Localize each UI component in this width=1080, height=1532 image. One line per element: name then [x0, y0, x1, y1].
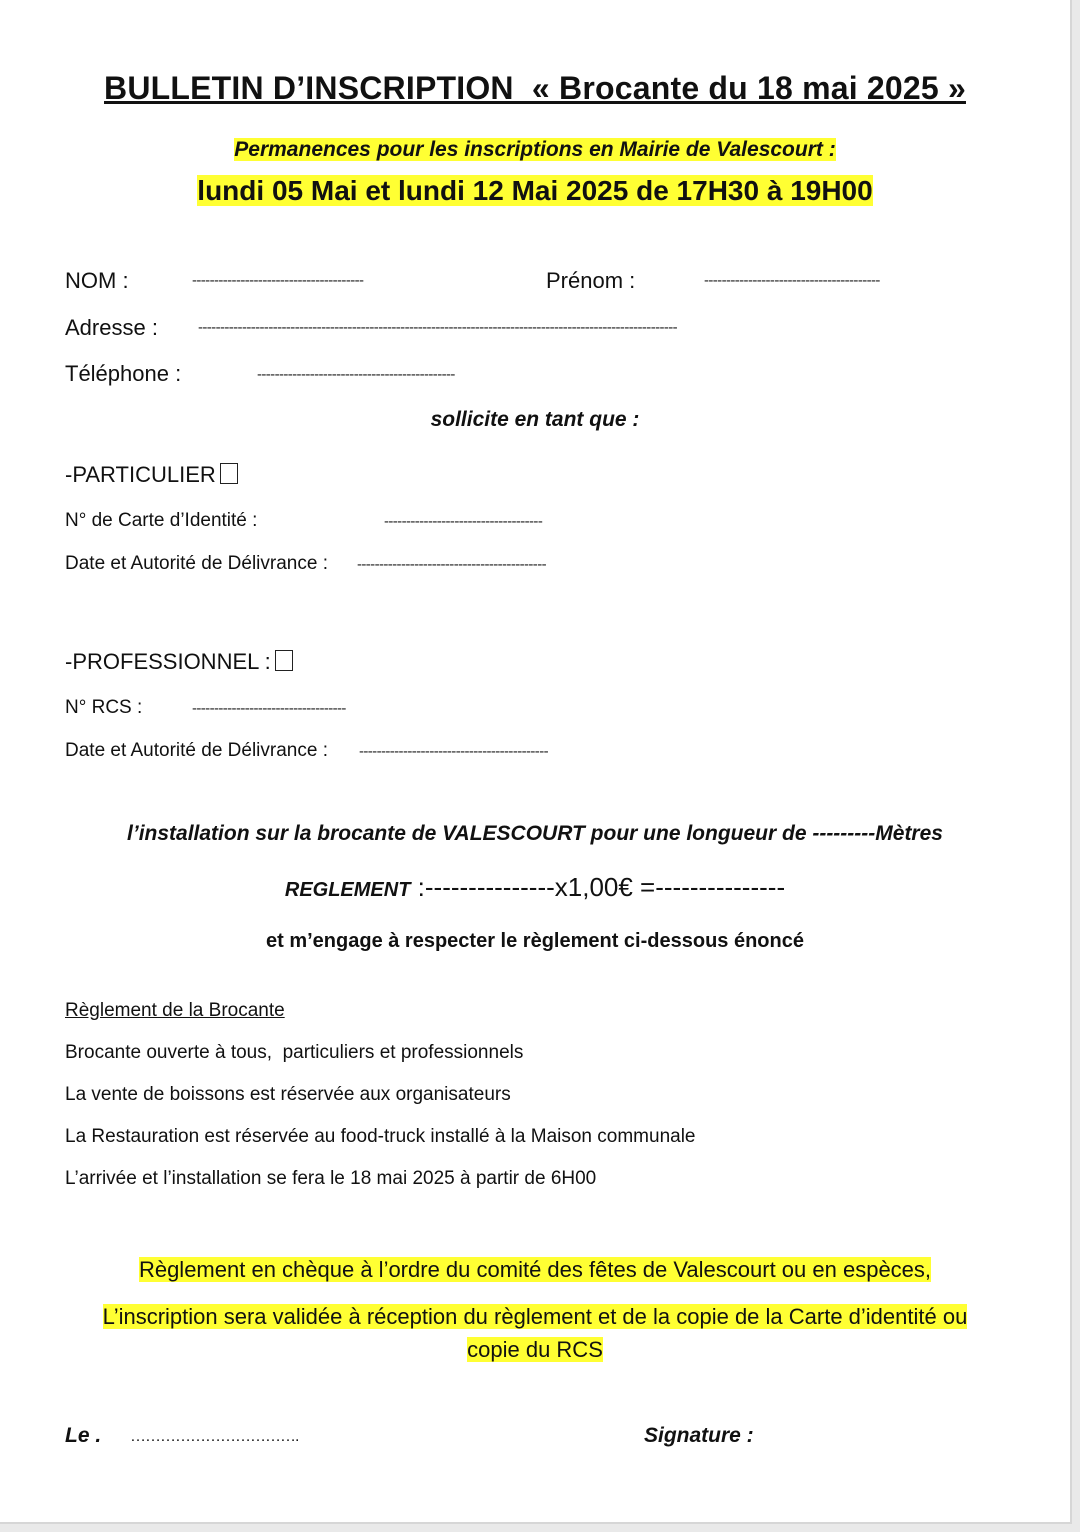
particulier-date-field[interactable]: ------------------------------------------- [357, 556, 546, 573]
date-le-field[interactable]: ……………………………. [130, 1428, 299, 1445]
reglement-line [0, 872, 1070, 903]
permanences-line [0, 138, 1070, 162]
carte-identite-label: N° de Carte d’Identité : [65, 510, 258, 531]
reglement-label: REGLEMENT [284, 879, 411, 901]
installation-text: l’installation sur la brocante de VALESCOURT pour une longueur de ---------Mètres [127, 822, 943, 845]
engagement-text: et m’engage à respecter le règlement ci-dessous énoncé [266, 930, 804, 952]
adresse-field[interactable]: ------------------------------------------------------------------------------------------------------------- [198, 319, 678, 336]
prenom-field[interactable]: ---------------------------------------- [704, 272, 880, 289]
rcs-field[interactable]: ----------------------------------- [192, 700, 346, 717]
payment-line-1-text: Règlement en chèque à l’ordre du comité des fêtes de Valescourt ou en espèces, [138, 1257, 932, 1282]
payment-line-3 [0, 1337, 1070, 1363]
carte-identite-field[interactable]: ------------------------------------ [384, 513, 543, 530]
permanences-line-text: Permanences pour les inscriptions en Mairie de Valescourt : [234, 138, 836, 161]
professionnel-checkbox[interactable] [275, 650, 293, 671]
particulier-label: -PARTICULIER [65, 462, 216, 487]
payment-line-1 [0, 1257, 1070, 1283]
professionnel-label: -PROFESSIONNEL : [65, 649, 271, 674]
sollicite-text: sollicite en tant que : [430, 408, 640, 431]
telephone-field[interactable]: --------------------------------------------- [257, 366, 455, 383]
payment-line-2 [0, 1304, 1070, 1330]
telephone-label: Téléphone : [65, 361, 182, 386]
rule-item: L’arrivée et l’installation se fera le 18 mai 2025 à partir de 6H00 [65, 1168, 597, 1189]
professionnel-date-label: Date et Autorité de Délivrance : [65, 740, 334, 761]
form-title: BULLETIN D’INSCRIPTION « Brocante du 18 mai 2025 » [104, 70, 966, 106]
date-le-label: Le . [65, 1424, 102, 1447]
prenom-label: Prénom : [546, 268, 636, 293]
rule-item: La vente de boissons est réservée aux organisateurs [65, 1084, 511, 1105]
professionnel-option[interactable] [65, 649, 293, 675]
payment-line-2-text: L’inscription sera validée à réception du règlement et de la copie de la Carte d’identité ou [102, 1304, 968, 1329]
particulier-date-label: Date et Autorité de Délivrance : [65, 553, 328, 574]
rcs-label: N° RCS : [65, 697, 143, 718]
nom-field[interactable]: --------------------------------------- [192, 272, 364, 289]
professionnel-date-field[interactable]: ------------------------------------------- [359, 743, 548, 760]
rules-title: Règlement de la Brocante [65, 1000, 285, 1021]
adresse-label: Adresse : [65, 315, 158, 340]
particulier-checkbox[interactable] [220, 463, 238, 484]
reglement-formula[interactable]: :---------------x1,00€ =--------------- [410, 872, 786, 902]
particulier-option[interactable] [65, 462, 238, 488]
nom-label: NOM : [65, 268, 129, 293]
rule-item: La Restauration est réservée au food-truck installé à la Maison communale [65, 1126, 696, 1147]
permanences-dates-text: lundi 05 Mai et lundi 12 Mai 2025 de 17H30 à 19H00 [197, 175, 873, 206]
permanences-dates [0, 175, 1070, 207]
signature-label: Signature : [644, 1424, 754, 1447]
rule-item: Brocante ouverte à tous, particuliers et professionnels [65, 1042, 524, 1063]
payment-line-3-text: copie du RCS [467, 1337, 603, 1362]
